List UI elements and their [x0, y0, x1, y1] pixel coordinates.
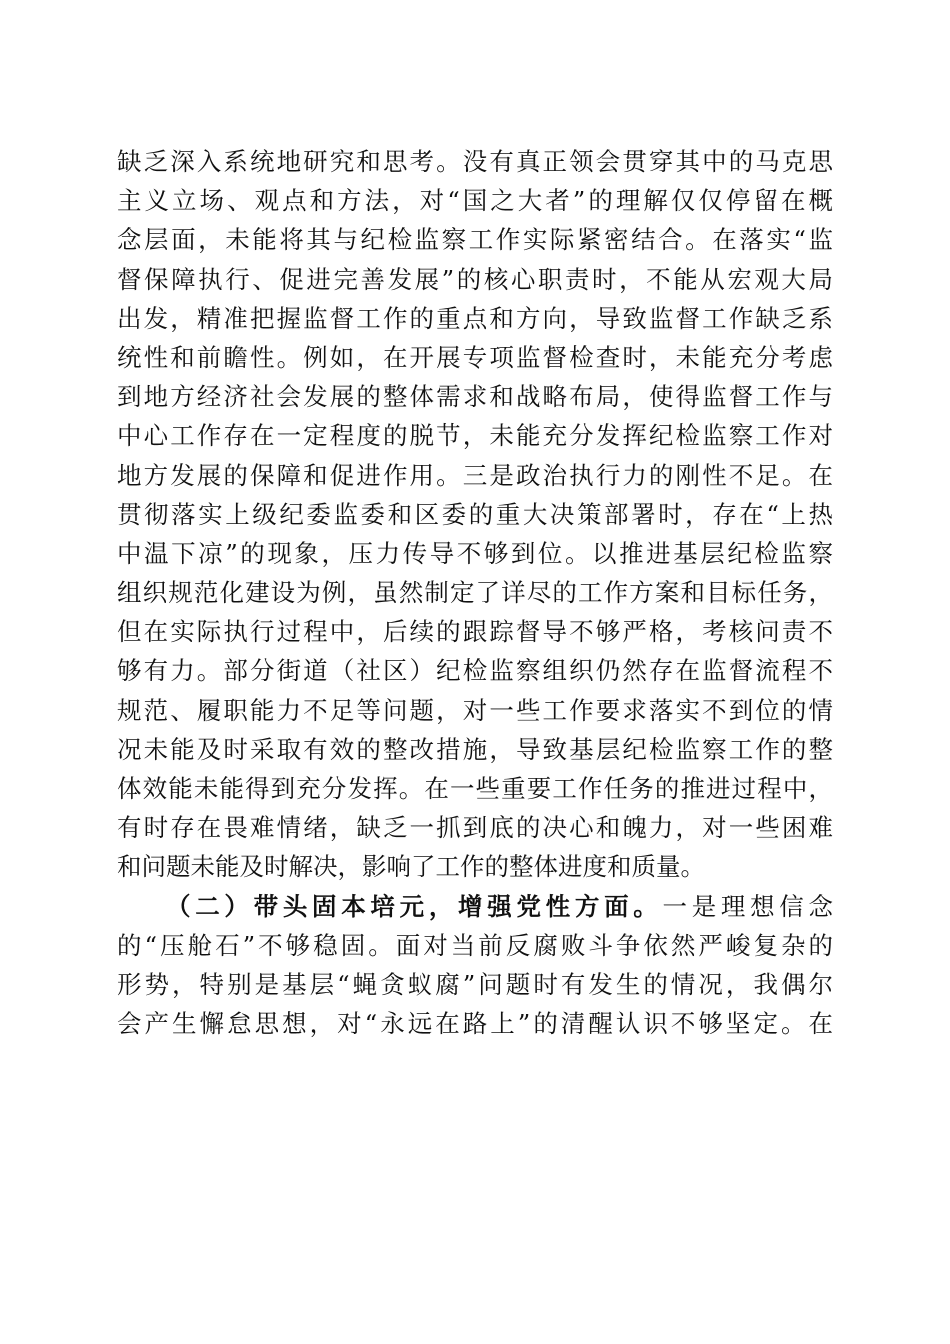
text-line: 会产生懈怠思想，对“永远在路上”的清醒认识不够坚定。在	[117, 1009, 833, 1039]
text-line: 的“压舱石”不够稳固。面对当前反腐败斗争依然严峻复杂的	[117, 930, 833, 960]
text-line: 组织规范化建设为例，虽然制定了详尽的工作方案和目标任务，	[117, 578, 833, 608]
text-line: 主义立场、观点和方法，对“国之大者”的理解仅仅停留在概	[117, 186, 833, 216]
text-line: 中心工作存在一定程度的脱节，未能充分发挥纪检监察工作对	[117, 421, 833, 451]
text-line: 统性和前瞻性。例如，在开展专项监督检查时，未能充分考虑	[117, 342, 833, 372]
text-line: 出发，精准把握监督工作的重点和方向，导致监督工作缺乏系	[117, 303, 833, 333]
body-text	[117, 142, 833, 1043]
section-first-line-text: 一是理想信念	[662, 891, 834, 921]
text-line: 但在实际执行过程中，后续的跟踪督导不够严格，考核问责不	[117, 617, 833, 647]
text-line: 形势，特别是基层“蝇贪蚁腐”问题时有发生的情况，我偶尔	[117, 969, 833, 999]
section-first-line	[117, 887, 833, 926]
section-heading: （二）带头固本培元，增强党性方面。	[166, 891, 663, 921]
text-line: 中温下凉”的现象，压力传导不够到位。以推进基层纪检监察	[117, 538, 833, 568]
text-line: 贯彻落实上级纪委监委和区委的重大决策部署时，存在“上热	[117, 499, 833, 529]
text-line: 地方发展的保障和促进作用。三是政治执行力的刚性不足。在	[117, 460, 833, 490]
text-line: 到地方经济社会发展的整体需求和战略布局，使得监督工作与	[117, 382, 833, 412]
text-line: 况未能及时采取有效的整改措施，导致基层纪检监察工作的整	[117, 734, 833, 764]
text-line: 念层面，未能将其与纪检监察工作实际紧密结合。在落实“监	[117, 225, 833, 255]
text-line: 够有力。部分街道（社区）纪检监察组织仍然存在监督流程不	[117, 656, 833, 686]
text-line: 规范、履职能力不足等问题，对一些工作要求落实不到位的情	[117, 695, 833, 725]
text-line: 体效能未能得到充分发挥。在一些重要工作任务的推进过程中，	[117, 774, 833, 803]
text-line: 有时存在畏难情绪，缺乏一抓到底的决心和魄力，对一些困难	[117, 813, 833, 843]
text-line: 缺乏深入系统地研究和思考。没有真正领会贯穿其中的马克思	[117, 147, 833, 176]
paragraph-last-line: 和问题未能及时解决，影响了工作的整体进度和质量。	[117, 852, 705, 882]
text-line: 督保障执行、促进完善发展”的核心职责时，不能从宏观大局	[117, 264, 833, 294]
